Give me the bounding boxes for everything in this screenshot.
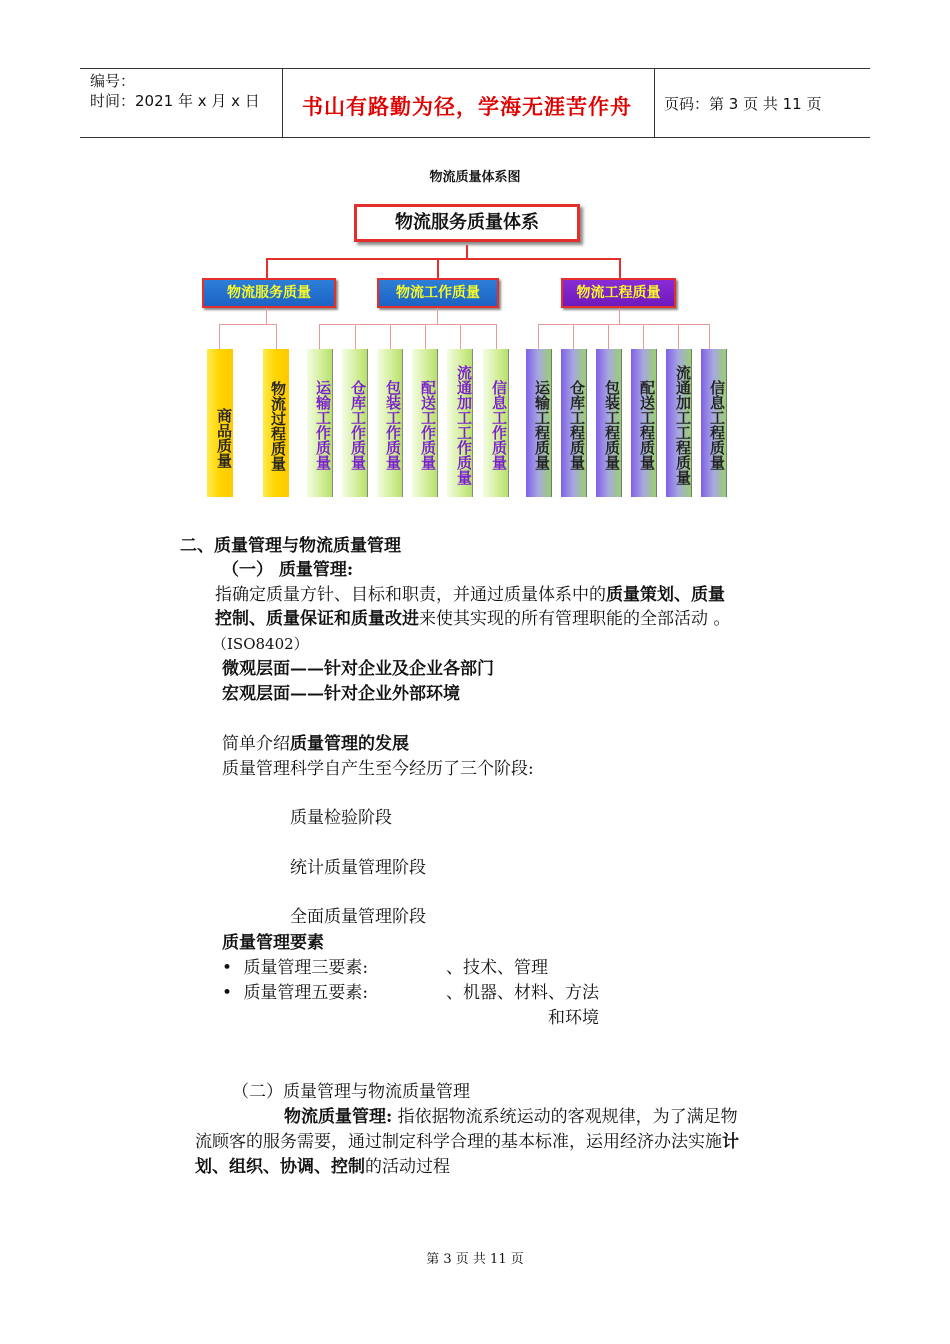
leaf-warehouse-eng: 仓库工程质量 [561,349,587,497]
connector [219,324,220,349]
text-span-bold: 物流质量管理: [284,1107,393,1127]
text-span-bold: 划、组织、协调、控制 [195,1157,365,1177]
subsection-title-1: （一） 质量管理: [222,560,354,580]
text-span: 质量管理五要素: [243,983,369,1003]
bullet-three-elements [222,956,368,980]
leaf-transport-eng: 运输工程质量 [526,349,552,497]
connector [460,324,461,349]
paragraph-2-line-1 [284,1105,738,1129]
header-divider [282,69,283,137]
connector [266,258,268,278]
leaf-processing-work: 流通加工工作质量 [447,349,473,497]
text-span: 指确定质量方针、目标和职责，并通过质量体系中的 [215,585,606,605]
leaf-product-quality: 商品质量 [207,349,233,497]
connector [466,245,468,259]
bullet-icon: • [222,983,233,1003]
connector [573,324,574,349]
connector [437,308,438,325]
leaf-delivery-eng: 配送工程质量 [631,349,657,497]
connector [678,324,679,349]
header-meta [90,71,260,111]
leaf-packaging-eng: 包装工程质量 [596,349,622,497]
text-span: 流顾客的服务需要，通过制定科学合理的基本标准，运用经济办法实施 [195,1132,722,1152]
section-title: 二、质量管理与物流质量管理 [180,536,401,556]
text-span-bold: 计 [722,1132,739,1152]
header-divider [654,69,655,137]
five-elements-cont: 和环境 [548,1008,599,1028]
stage-3: 全面质量管理阶段 [290,907,426,927]
header-motto: 书山有路勤为径，学海无涯苦作舟 [302,94,632,119]
connector [319,324,320,349]
category-service-quality: 物流服务质量 [202,278,336,308]
text-span: 质量管理三要素: [243,958,369,978]
paragraph-1-line-2 [215,607,730,631]
diagram-caption: 物流质量体系图 [429,170,521,185]
connector [538,324,710,325]
connector [219,324,277,325]
connector [266,308,267,325]
connector [425,324,426,349]
leaf-packaging-work: 包装工作质量 [377,349,403,497]
category-work-quality: 物流工作质量 [377,278,499,308]
micro-level: 微观层面——针对企业及企业各部门 [222,659,494,679]
connector [355,324,356,349]
connector [619,308,620,325]
diagram-root: 物流服务质量体系 [354,204,580,242]
connector [496,324,497,349]
category-engineering-quality: 物流工程质量 [561,278,676,308]
header-page-info: 页码：第 3 页 共 11 页 [664,95,822,113]
text-span-bold: 质量管理的发展 [290,734,409,754]
connector [608,324,609,349]
leaf-info-work: 信息工作质量 [483,349,509,497]
connector [437,258,439,278]
elements-title: 质量管理要素 [222,933,324,953]
number-label: 编号： [90,72,136,90]
leaf-warehouse-work: 仓库工作质量 [342,349,368,497]
page-header [80,68,870,138]
stage-2: 统计质量管理阶段 [290,858,426,878]
connector [643,324,644,349]
text-span: 来使其实现的所有管理职能的全部活动 。 [419,609,731,629]
text-span: 指依据物流系统运动的客观规律，为了满足物 [392,1107,738,1127]
development-intro [222,732,409,756]
text-span: 简单介绍 [222,734,290,754]
paragraph-2-line-2 [195,1130,739,1154]
iso-reference: （ISO8402） [212,635,309,653]
text-span: 的活动过程 [365,1157,450,1177]
connector [266,258,620,260]
paragraph-1-line-1 [215,583,725,607]
leaf-delivery-work: 配送工作质量 [412,349,438,497]
five-elements-value: 、机器、材料、方法 [446,983,599,1003]
connector [709,324,710,349]
text-span-bold: 质量策划、质量 [606,585,725,605]
connector [538,324,539,349]
bullet-icon: • [222,958,233,978]
leaf-info-eng: 信息工程质量 [701,349,727,497]
macro-level: 宏观层面——针对企业外部环境 [222,684,460,704]
page-footer: 第 3 页 共 11 页 [426,1252,524,1267]
time-label: 时间：2021 年 x 月 x 日 [90,92,260,110]
paragraph-2-line-3 [195,1155,450,1179]
three-elements-value: 、技术、管理 [446,958,548,978]
connector [276,324,277,349]
text-span-bold: 控制、质量保证和质量改进 [215,609,419,629]
leaf-processing-eng: 流通加工工程质量 [666,349,692,497]
stage-1: 质量检验阶段 [290,808,392,828]
subsection-title-2: （二）质量管理与物流质量管理 [232,1082,470,1102]
connector [319,324,497,325]
leaf-transport-work: 运输工作质量 [307,349,333,497]
development-line: 质量管理科学自产生至今经历了三个阶段: [222,759,534,779]
leaf-process-quality: 物流过程质量 [263,349,289,497]
connector [390,324,391,349]
bullet-five-elements [222,981,368,1005]
connector [619,258,621,278]
